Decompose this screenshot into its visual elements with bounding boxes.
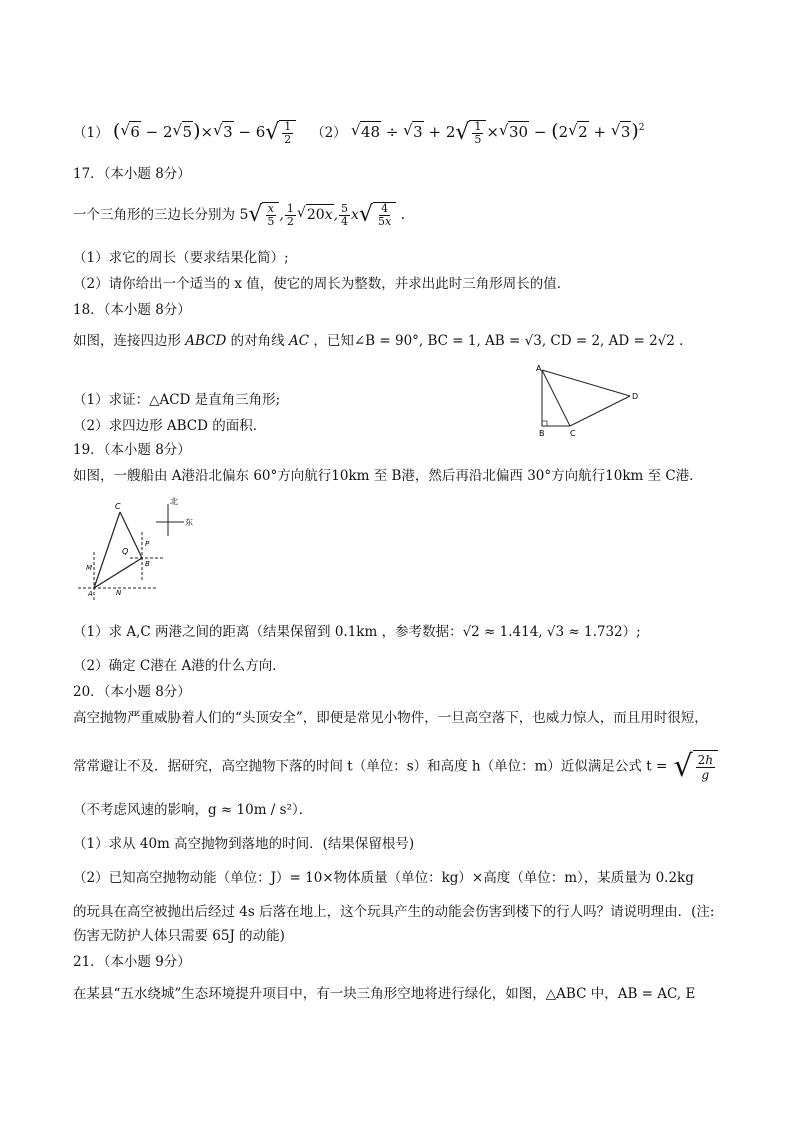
q19-label-n: N bbox=[116, 589, 122, 597]
q16-label-1: （1） bbox=[73, 125, 109, 141]
q17-stem-text: 一个三角形的三边长分别为 bbox=[73, 207, 235, 223]
q18-heading: 18．（本小题 8分） bbox=[73, 302, 191, 318]
q19-label-b: B bbox=[145, 560, 150, 568]
q20-line2-text: 常常避让不及．据研究，高空抛物下落的时间 t（单位：s）和高度 h（单位：m）近似满足公式 t = bbox=[73, 758, 668, 775]
q20-line2 bbox=[73, 750, 718, 784]
q17-sub1: （1）求它的周长（要求结果化简）; bbox=[73, 250, 289, 266]
q16-label-2: （2） bbox=[311, 125, 347, 141]
q17-stem bbox=[73, 202, 415, 228]
q17-sides: 5 √ $\frac{x}{5}$ , $\frac{1}{2}$ √ 20x, $\frac{5}{4}$ x √ $\frac{4}{5x}$ ． bbox=[235, 207, 415, 223]
q18-stem bbox=[73, 331, 693, 351]
q19-label-north: 北 bbox=[170, 497, 178, 506]
q18-label-d: D bbox=[632, 392, 639, 401]
q18-quad-name: ABCD bbox=[185, 333, 227, 349]
q20-sub2c: 伤害无防护人体只需要 65J 的动能) bbox=[73, 928, 285, 944]
q17-sub2: （2）请你给出一个适当的 x 值，使它的周长为整数，并求出此时三角形周长的值． bbox=[73, 276, 571, 292]
q21-line1: 在某县“五水绕城”生态环境提升项目中，有一块三角形空地将进行绿化，如图，△ABC 中，AB = AC, E bbox=[73, 986, 696, 1002]
q18-quadrilateral-figure bbox=[530, 362, 642, 442]
q20-sub2b: 的玩具在高空被抛出后经过 4s 后落在地上，这个玩具产生的动能会伤害到楼下的行人吗？请说明理由．(注: bbox=[73, 904, 715, 920]
q19-label-p: P bbox=[145, 540, 150, 548]
q18-label-b: B bbox=[539, 429, 545, 438]
q18-stem-c: ，已知∠B = 90°, BC = 1, AB = √3, CD = 2, AD = 2√2 ． bbox=[313, 333, 693, 349]
q16-expr-1: (√ 6 − 2√ 5)×√ 3 − 6 √ $\frac{1}{2}$ bbox=[113, 123, 301, 141]
q18-label-c: C bbox=[570, 429, 576, 438]
q19-navigation-figure bbox=[72, 494, 202, 604]
q20-formula: √ $\frac{2h}{g}$ bbox=[674, 750, 719, 784]
q21-heading: 21．（本小题 9分） bbox=[73, 954, 191, 970]
q19-stem: 如图，一艘船由 A港沿北偏东 60°方向航行10km 至 B港，然后再沿北偏西 30°方向航行10km 至 C港． bbox=[73, 468, 703, 484]
q16-expressions bbox=[73, 118, 645, 146]
q16-expr-2: √ 48 ÷ √ 3 + 2 √ $\frac{1}{5}$ ×√ 30 − (2√ 2 + √ 3)$^2$ bbox=[351, 123, 645, 141]
q19-sub2: （2）确定 C港在 A港的什么方向． bbox=[73, 658, 286, 674]
q20-line3: （不考虑风速的影响，g ≈ 10m / s²）． bbox=[73, 802, 313, 818]
q18-label-a: A bbox=[536, 364, 542, 373]
q19-label-east: 东 bbox=[185, 518, 193, 527]
q20-sub1: （1）求从 40m 高空抛物到落地的时间．(结果保留根号) bbox=[73, 836, 415, 852]
q18-stem-b: 的对角线 bbox=[230, 333, 285, 349]
q19-heading: 19．（本小题 8分） bbox=[73, 442, 191, 458]
q17-heading: 17．（本小题 8分） bbox=[73, 166, 191, 182]
q19-label-m: M bbox=[86, 564, 93, 572]
q19-label-q: Q bbox=[122, 547, 129, 556]
q20-line1: 高空抛物严重威胁着人们的“头顶安全”，即便是常见小物件，一旦高空落下，也威力惊人，而且用时很短， bbox=[73, 710, 708, 726]
q18-sub1: （1）求证：△ACD 是直角三角形; bbox=[73, 392, 281, 408]
q18-diagonal-name: AC bbox=[288, 333, 310, 349]
q19-sub1: （1）求 A,C 两港之间的距离（结果保留到 0.1km ，参考数据：√2 ≈ 1.414, √3 ≈ 1.732）; bbox=[73, 624, 641, 640]
q20-sub2: （2）已知高空抛物动能（单位：J）= 10×物体质量（单位：kg）×高度（单位：m），某质量为 0.2kg bbox=[73, 870, 694, 886]
q18-stem-a: 如图，连接四边形 bbox=[73, 333, 181, 349]
q20-heading: 20．（本小题 8分） bbox=[73, 684, 191, 700]
q19-label-c: C bbox=[115, 502, 121, 511]
q19-label-a: A bbox=[88, 590, 93, 598]
q18-sub2: （2）求四边形 ABCD 的面积． bbox=[73, 418, 267, 434]
